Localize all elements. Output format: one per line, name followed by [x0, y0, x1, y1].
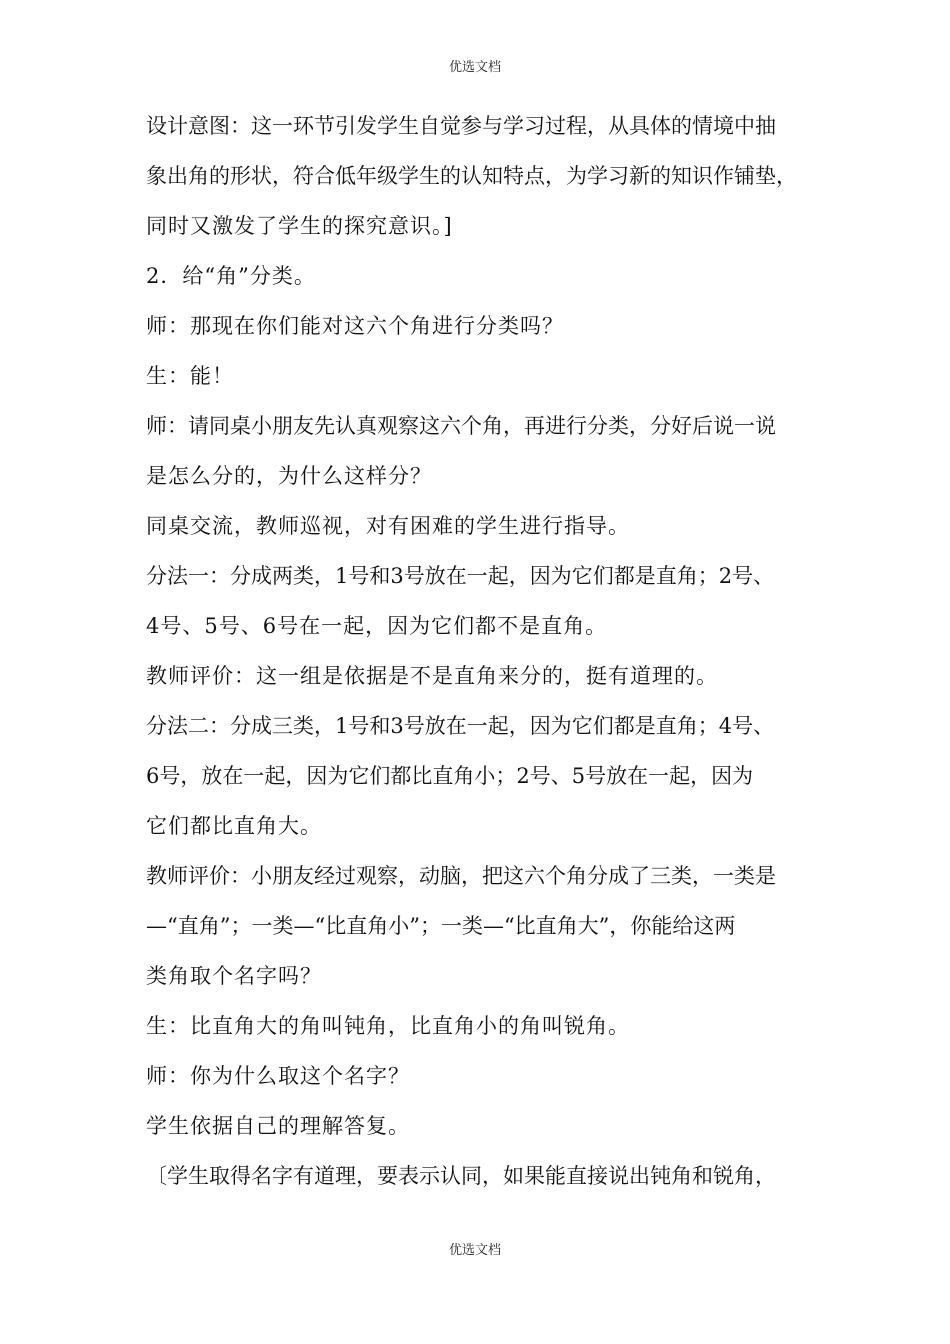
paragraph-line: 生：比直角大的角叫钝角，比直角小的角叫锐角。 [146, 1014, 630, 1038]
paragraph-line: 同桌交流，教师巡视，对有困难的学生进行指导。 [146, 514, 630, 538]
paragraph-line: 象出角的形状，符合低年级学生的认知特点，为学习新的知识作铺垫， [146, 164, 797, 188]
section-heading: 2．给“角”分类。 [146, 264, 316, 288]
paragraph-line: 师：你为什么取这个名字？ [146, 1064, 410, 1088]
paragraph-line: 教师评价：这一组是依据是不是直角来分的，挺有道理的。 [146, 664, 718, 688]
paragraph-line: 类角取个名字吗？ [146, 964, 322, 988]
paragraph-line: 教师评价：小朋友经过观察，动脑，把这六个角分成了三类，一类是 [146, 864, 776, 888]
paragraph-line: 它们都比直角大。 [146, 814, 322, 838]
paragraph-line: 同时又激发了学生的探究意识。] [146, 214, 453, 238]
paragraph-line: 设计意图：这一环节引发学生自觉参与学习过程，从具体的情境中抽 [146, 114, 776, 138]
paragraph-line: 师：请同桌小朋友先认真观察这六个角，再进行分类，分好后说一说 [146, 414, 776, 438]
page-header: 优选文档 [448, 60, 501, 75]
paragraph-line: 4号、5号、6号在一起，因为它们都不是直角。 [146, 614, 608, 638]
paragraph-line: 分法一：分成两类，1号和3号放在一起，因为它们都是直角；2号、 [146, 564, 775, 588]
document-body [146, 101, 826, 1201]
paragraph-line: —“直角”；一类—“比直角小”；一类—“比直角大”，你能给这两 [146, 914, 736, 938]
paragraph-line: 分法二：分成三类，1号和3号放在一起，因为它们都是直角；4号、 [146, 714, 775, 738]
paragraph-line: 6号，放在一起，因为它们都比直角小；2号、5号放在一起，因为 [146, 764, 754, 788]
paragraph-line: 师：那现在你们能对这六个角进行分类吗？ [146, 314, 564, 338]
paragraph-line: 是怎么分的，为什么这样分？ [146, 464, 432, 488]
paragraph-line: 学生依据自己的理解答复。 [146, 1114, 410, 1138]
paragraph-line: 〔学生取得名字有道理，要表示认同，如果能直接说出钝角和锐角， [146, 1164, 776, 1188]
paragraph-line: 生：能！ [146, 364, 234, 388]
page-footer: 优选文档 [448, 1243, 501, 1258]
